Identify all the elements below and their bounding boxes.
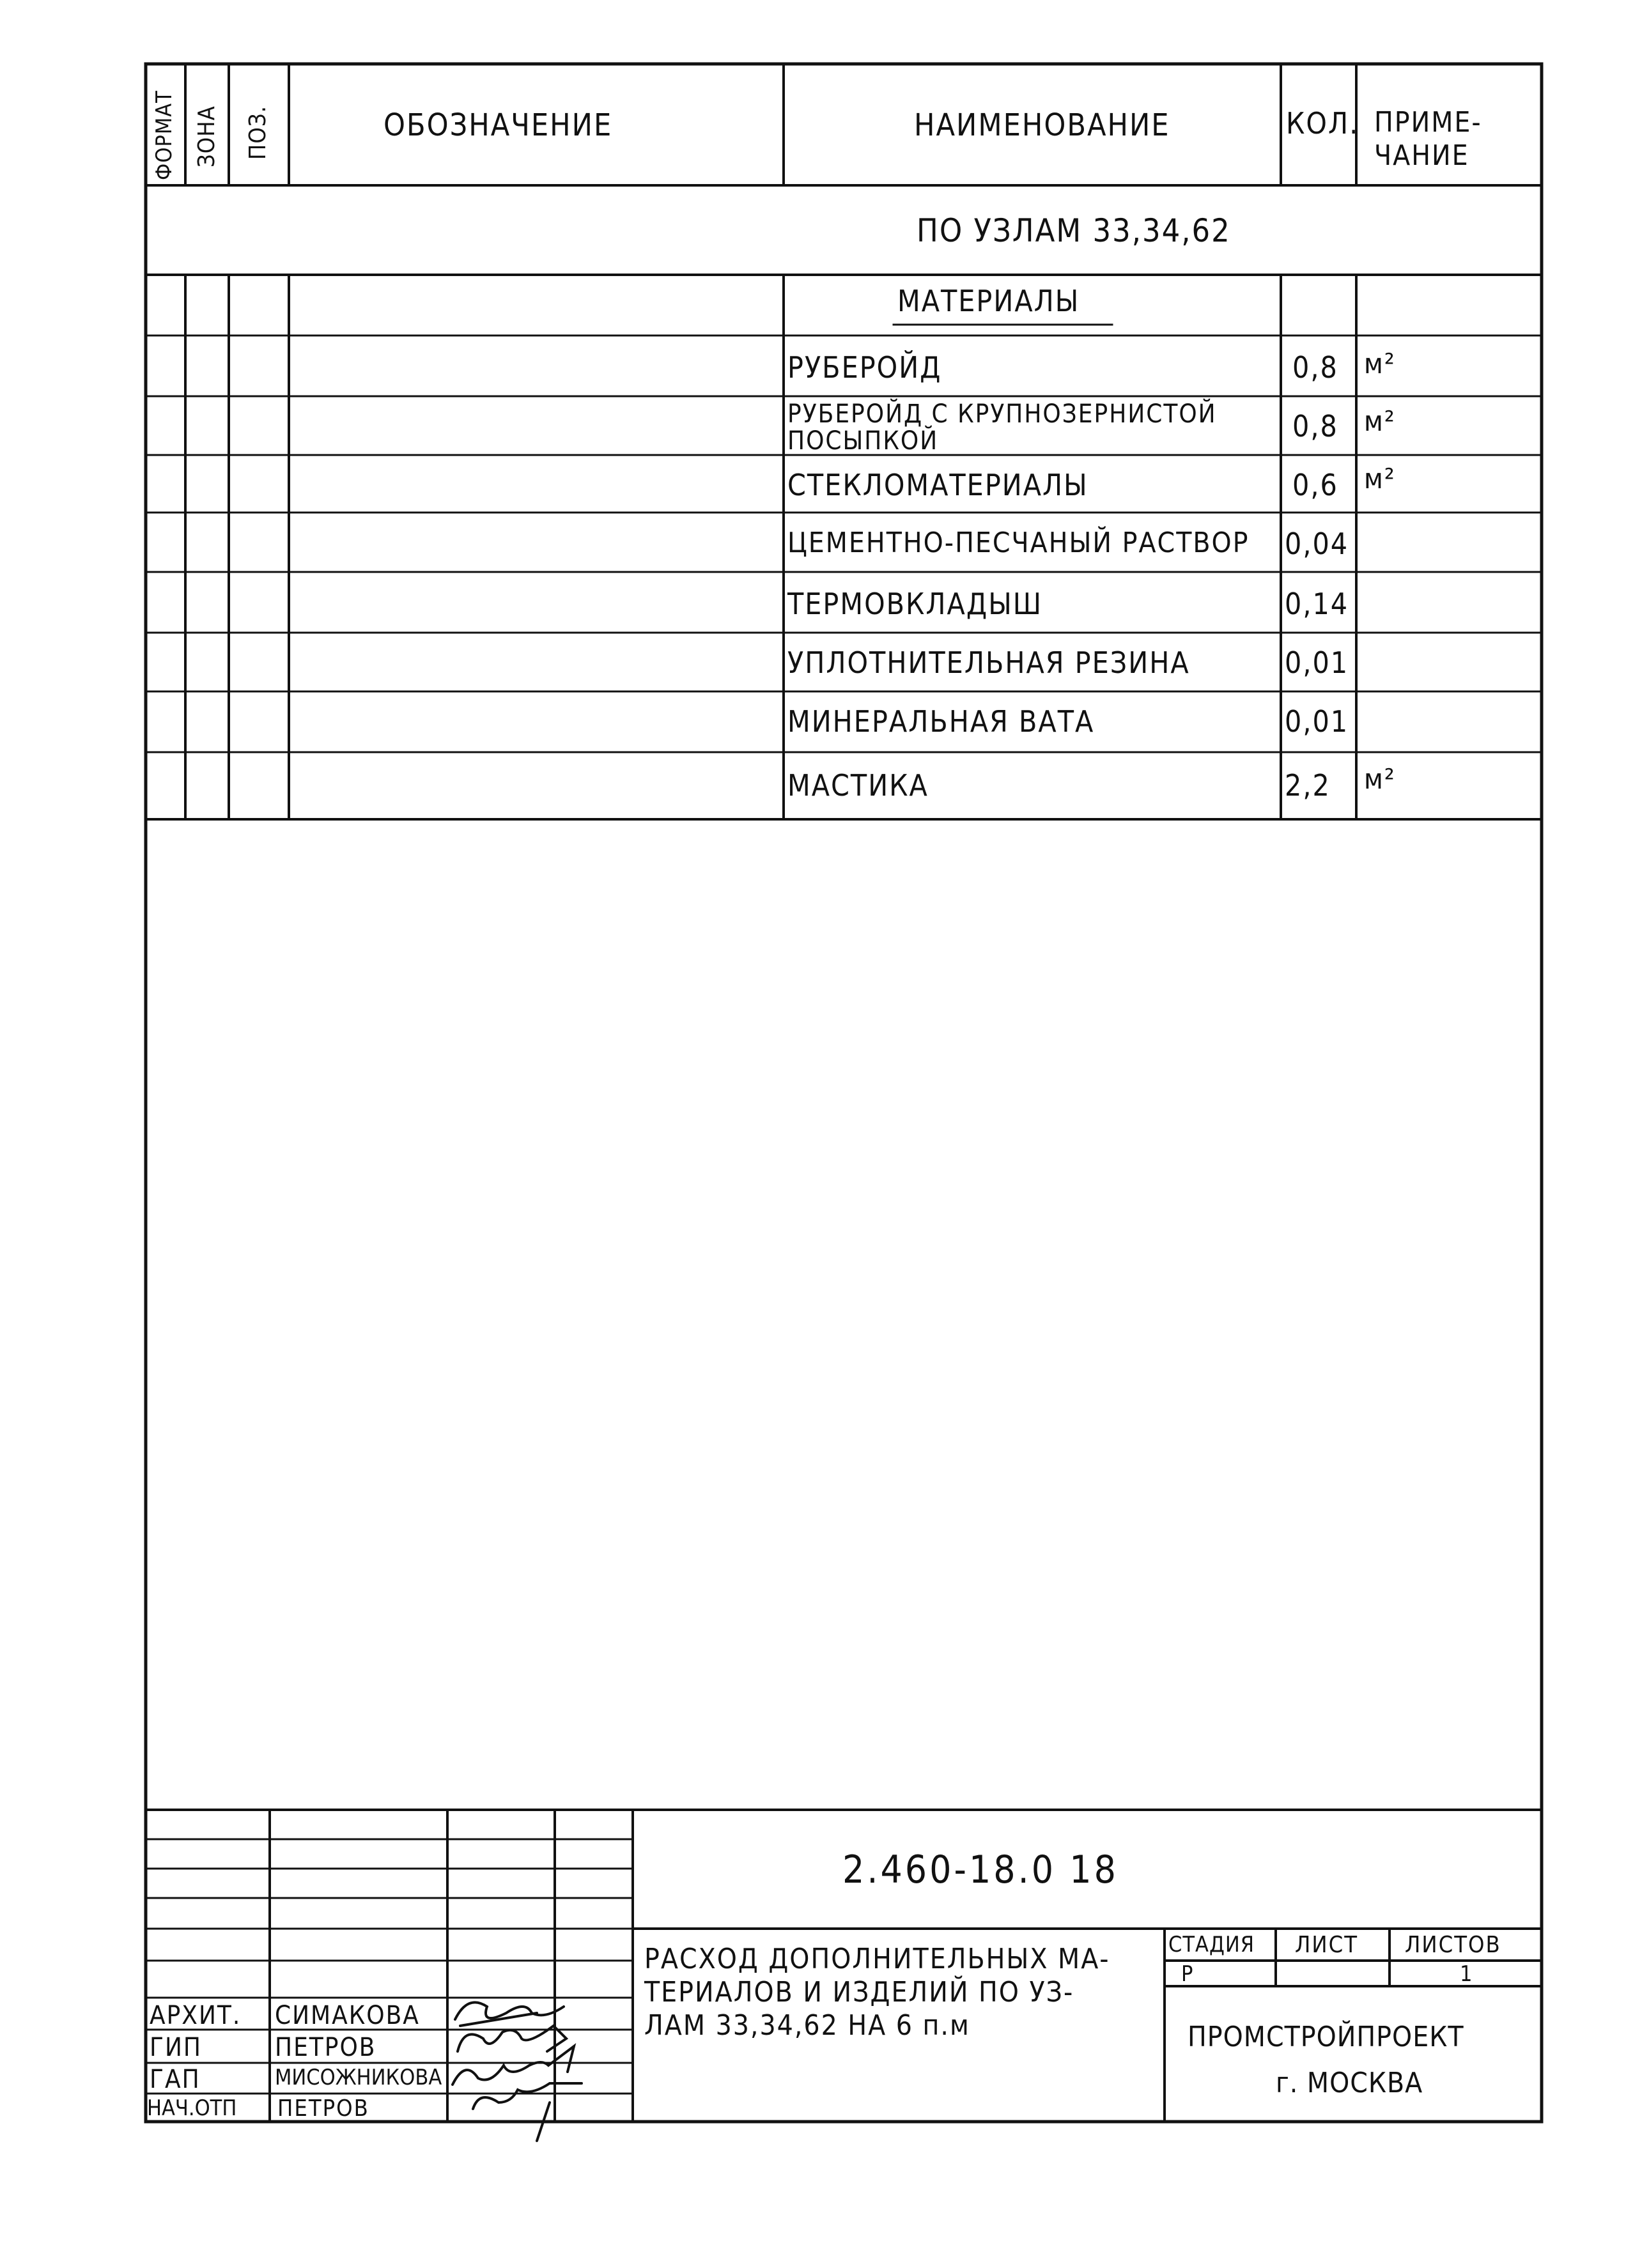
description-line2: ТЕРИАЛОВ И ИЗДЕЛИЙ ПО УЗ-	[644, 1976, 1074, 2009]
sheet-label: ЛИСТ	[1295, 1932, 1358, 1958]
row-2-name-line2: ПОСЫПКОЙ	[787, 426, 939, 456]
row-4-qty: 0,04	[1285, 527, 1349, 561]
header-format: ФОРМАТ	[151, 90, 177, 180]
section-subtitle: МАТЕРИАЛЫ	[897, 284, 1080, 318]
row-7-qty: 0,01	[1285, 704, 1349, 739]
row-6-name: УПЛОТНИТЕЛЬНАЯ РЕЗИНА	[787, 645, 1190, 680]
header-note-line1: ПРИМЕ-	[1374, 106, 1482, 139]
sig-role-3: ГАП	[150, 2065, 201, 2094]
sheets-value: 1	[1460, 1961, 1474, 1987]
header-zone: ЗОНА	[194, 105, 220, 167]
row-6-qty: 0,01	[1285, 645, 1349, 680]
city: г. МОСКВА	[1276, 2067, 1423, 2099]
header-qty: КОЛ.	[1286, 106, 1359, 141]
row-2-name-line1: РУБЕРОЙД С КРУПНОЗЕРНИСТОЙ	[787, 399, 1217, 429]
sig-role-2: ГИП	[150, 2033, 202, 2062]
row-8-name: МАСТИКА	[787, 768, 929, 803]
section-title: ПО УЗЛАМ 33,34,62	[917, 212, 1231, 249]
header-pos: ПОЗ.	[245, 105, 271, 160]
sig-name-1: СИМАКОВА	[275, 2001, 420, 2030]
sig-name-2: ПЕТРОВ	[275, 2033, 376, 2062]
row-3-name: СТЕКЛОМАТЕРИАЛЫ	[787, 468, 1088, 502]
description-line3: ЛАМ 33,34,62 НА 6 п.м	[644, 2009, 970, 2042]
header-note-line2: ЧАНИЕ	[1374, 139, 1469, 172]
row-7-name: МИНЕРАЛЬНАЯ ВАТА	[787, 704, 1095, 739]
sig-name-4: ПЕТРОВ	[277, 2095, 369, 2122]
row-2-qty: 0,8	[1292, 409, 1338, 444]
row-1-qty: 0,8	[1292, 350, 1338, 385]
row-4-name: ЦЕМЕНТНО-ПЕСЧАНЫЙ РАСТВОР	[787, 527, 1250, 559]
row-2-unit: м²	[1364, 405, 1396, 438]
stage-value: Р	[1181, 1961, 1195, 1987]
sheets-label: ЛИСТОВ	[1405, 1932, 1501, 1958]
sig-role-4: НАЧ.ОТП	[147, 2095, 237, 2121]
row-8-unit: м²	[1364, 763, 1396, 796]
sig-name-3: МИСОЖНИКОВА	[275, 2065, 442, 2090]
row-1-name: РУБЕРОЙД	[787, 350, 942, 385]
stage-label: СТАДИЯ	[1168, 1932, 1255, 1957]
row-3-qty: 0,6	[1292, 468, 1338, 502]
sig-role-1: АРХИТ.	[150, 2001, 242, 2030]
row-8-qty: 2,2	[1285, 768, 1331, 803]
doc-number: 2.460-18.0 18	[842, 1848, 1119, 1892]
header-name: НАИМЕНОВАНИЕ	[914, 107, 1170, 143]
row-5-qty: 0,14	[1285, 587, 1349, 621]
row-3-unit: м²	[1364, 463, 1396, 495]
header-designation: ОБОЗНАЧЕНИЕ	[383, 107, 613, 143]
row-5-name: ТЕРМОВКЛАДЫШ	[787, 587, 1042, 621]
description-line1: РАСХОД ДОПОЛНИТЕЛЬНЫХ МА-	[644, 1943, 1110, 1975]
row-1-unit: м²	[1364, 348, 1396, 380]
organization: ПРОМСТРОЙПРОЕКТ	[1188, 2021, 1464, 2053]
